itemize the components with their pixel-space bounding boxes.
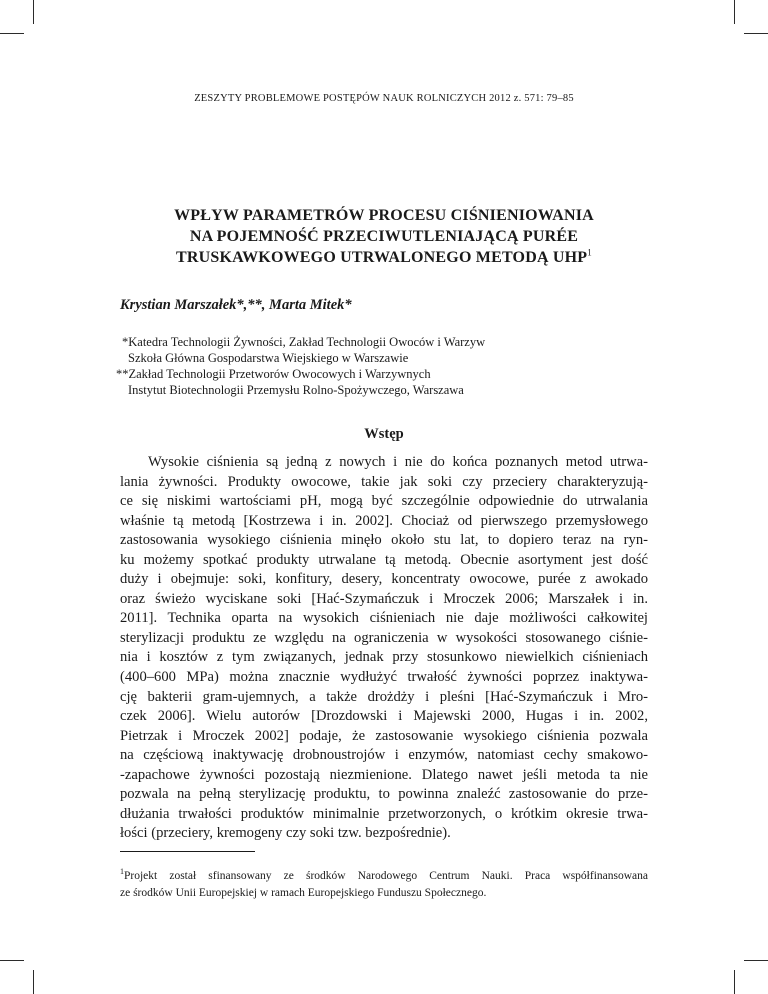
footnote (120, 863, 648, 902)
crop-mark (33, 970, 34, 994)
affiliation (116, 366, 464, 398)
body-line: właśnie tą metodą [Kostrzewa i in. 2002]. Chociaż od pierwszego przemysłowego (120, 512, 648, 529)
title-line (120, 247, 648, 268)
body-line: 2011]. Technika oparta na wysokich ciśnieniach nie daje możliwości całkowitej (120, 610, 648, 627)
title-line-text: TRUSKAWKOWEGO UTRWALONEGO METODĄ UHP (176, 249, 588, 266)
body-line: na częściową inaktywację drobnoustrojów i enzymów, natomiast cechy smakowo- (120, 747, 648, 764)
footnote-divider (120, 851, 255, 852)
affiliation-mark: ** (116, 367, 129, 381)
affiliation-line: Katedra Technologii Żywności, Zakład Technologii Owoców i Warzyw (128, 335, 486, 349)
body-line: dłużania trwałości produktów minimalnie przetworzonych, o krótkim okresie trwa- (120, 805, 648, 822)
crop-mark (734, 0, 735, 24)
title-line: WPŁYW PARAMETRÓW PROCESU CIŚNIENIOWANIA (174, 207, 594, 224)
crop-mark (0, 33, 24, 34)
title-footnote-mark: 1 (587, 247, 592, 258)
body-line: łości (przeciery, kremogeny czy soki tzw. bezpośrednie). (120, 825, 451, 842)
footnote-line: Projekt został sfinansowany ze środków Narodowego Centrum Nauki. Praca współfinansowana (124, 869, 648, 882)
body-line: ku możemy spotkać produkty utrwalane tą metodą. Obecnie asortyment jest dość (120, 551, 648, 568)
crop-mark (744, 33, 768, 34)
body-line: Wysokie ciśnienia są jedną z nowych i nie do końca poznanych metod utrwa- (148, 454, 648, 470)
footnote-line: ze środków Unii Europejskiej w ramach Europejskiego Funduszu Społecznego. (120, 886, 487, 899)
affiliation-line: Szkoła Główna Gospodarstwa Wiejskiego w Warszawie (128, 351, 409, 365)
body-line: czek 2006]. Wielu autorów [Drozdowski i Majewski 2000, Hugas i in. 2002, (120, 708, 648, 725)
affiliation-line: Zakład Technologii Przetworów Owocowych i Warzywnych (128, 367, 431, 381)
body-line: -zapachowe żywności pozostają niezmienione. Dlatego nawet jeśli metoda ta nie (120, 766, 648, 783)
body-line: nia i kosztów z tym związanych, jednak przy stosunkowo niewielkich ciśnieniach (120, 649, 648, 666)
body-text (120, 453, 648, 844)
crop-mark (734, 970, 735, 994)
crop-mark (0, 960, 24, 961)
body-line: lania żywności. Produkty owocowe, takie jak soki czy przeciery charakteryzują- (120, 473, 648, 490)
body-line: duży i obejmuje: soki, konfitury, desery, koncentraty owocowe, purée z awokado (120, 571, 648, 588)
section-heading: Wstęp (364, 426, 404, 442)
body-line: ce się niskimi wartościami pH, mogą być szczególnie odpowiednie do utrwalania (120, 493, 648, 510)
body-line: cję bakterii gram-ujemnych, a także drożdży i pleśni [Hać-Szymańczuk i Mro- (120, 688, 648, 705)
crop-mark (33, 0, 34, 24)
body-line: Pietrzak i Mroczek 2002] podaje, że zastosowanie wysokiego ciśnienia pozwala (120, 727, 648, 744)
journal-header: ZESZYTY PROBLEMOWE POSTĘPÓW NAUK ROLNICZYCH 2012 z. 571: 79–85 (194, 93, 574, 104)
body-line: zastosowania wysokiego ciśnienia minęło około stu lat, to dopiero teraz na ryn- (120, 532, 648, 549)
body-line: oraz świeżo wyciskane soki [Hać-Szymańczuk i Mroczek 2006; Marszałek i in. (120, 590, 648, 607)
affiliation-line: Instytut Biotechnologii Przemysłu Rolno-Spożywczego, Warszawa (128, 383, 464, 397)
body-line: pozwala na pełną sterylizację produktu, to powinna znaleźć zastosowanie do prze- (120, 786, 648, 803)
affiliation (122, 334, 485, 366)
body-line: sterylizacji produktu ze względu na ograniczenia w wysokości stosowanego ciśnie- (120, 629, 648, 646)
crop-mark (744, 960, 768, 961)
affiliation-mark: * (122, 335, 129, 349)
footnote-mark: 1 (120, 867, 124, 876)
title-line: NA POJEMNOŚĆ PRZECIWUTLENIAJĄCĄ PURÉE (189, 228, 579, 245)
paper-title (120, 205, 648, 268)
authors: Krystian Marszałek*,**, Marta Mitek* (120, 297, 352, 313)
body-line: (400–600 MPa) można znacznie wydłużyć trwałość żywności poprzez inaktywa- (120, 669, 648, 686)
